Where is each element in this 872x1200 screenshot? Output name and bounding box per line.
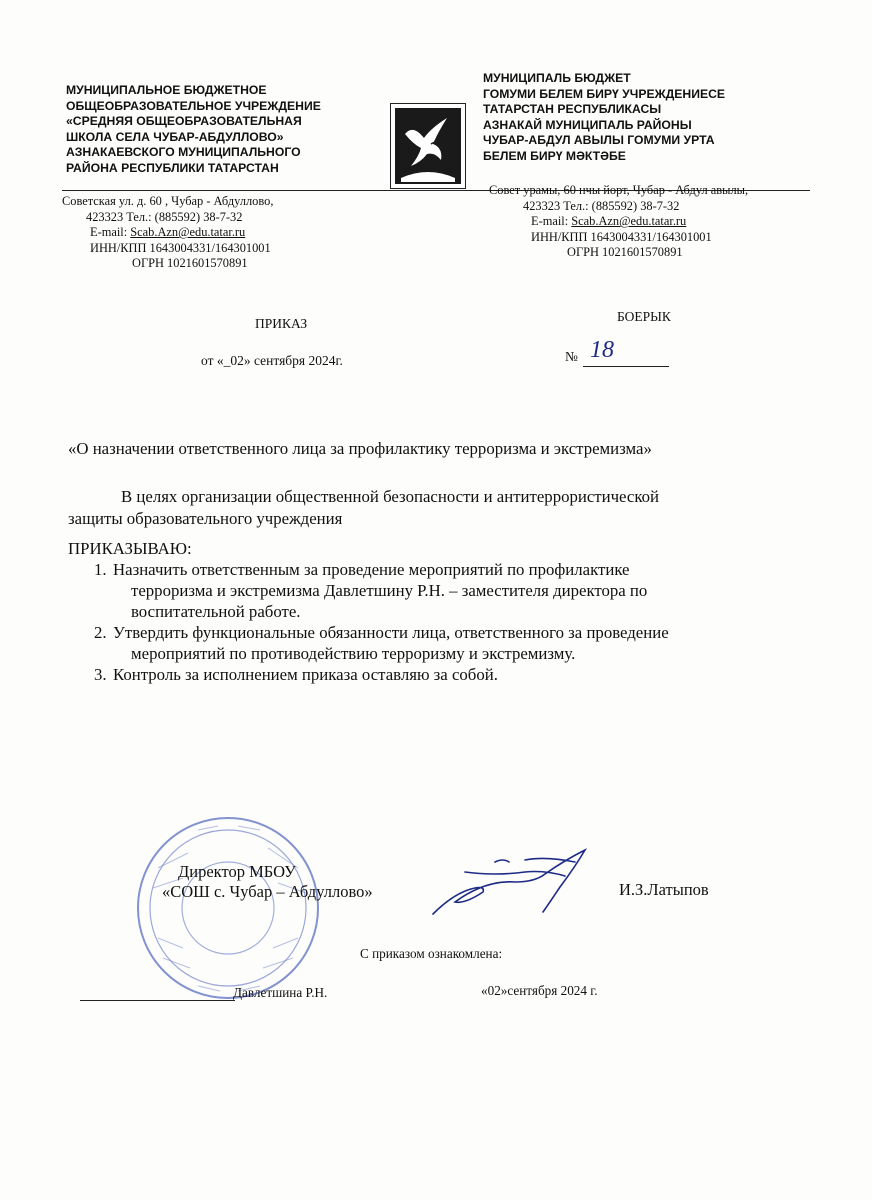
email-link[interactable]: Scab.Azn@edu.tatar.ru	[571, 214, 687, 229]
email-label: E-mail:	[90, 225, 131, 240]
order-item-line: Назначить ответственным за проведение мероприятий по профилактике	[113, 560, 630, 579]
acknowledgement-label: С приказом ознакомлена:	[360, 946, 503, 961]
order-item-number: 2.	[94, 623, 107, 642]
intro-line-2: защиты образовательного учреждения	[68, 509, 343, 528]
header-right-line: ЧУБАР-АБДУЛ АВЫЛЫ ГОМУМИ УРТА	[483, 133, 715, 147]
intro-line-1: В целях организации общественной безопасности и антитеррористической	[121, 487, 660, 506]
order-items	[66, 559, 669, 685]
address-right	[489, 183, 748, 261]
address-left-email-row	[62, 225, 273, 241]
official-stamp-icon	[128, 808, 328, 1008]
address-left-street: Советская ул. д. 60 , Чубар - Абдуллово,	[62, 194, 274, 208]
order-item-line: воспитательной работе.	[131, 602, 301, 621]
handwritten-signature-icon	[425, 842, 610, 922]
order-subject: «О назначении ответственного лица за профилактику терроризма и экстремизма»	[68, 439, 652, 458]
header-left-line: ОБЩЕОБРАЗОВАТЕЛЬНОЕ УЧРЕЖДЕНИЕ	[66, 98, 321, 113]
signer-name: И.З.Латыпов	[619, 880, 709, 899]
order-item-number: 1.	[94, 560, 107, 579]
order-title-tt: БОЕРЫК	[617, 309, 671, 324]
order-item-line: мероприятий по противодействию терроризму и экстремизму.	[131, 644, 576, 663]
address-right-street: Совет урамы, 60 нчы йорт, Чубар - Абдул авылы,	[489, 183, 749, 197]
header-left-line: ШКОЛА СЕЛА ЧУБАР-АБДУЛЛОВО»	[66, 129, 284, 144]
header-right-line: МУНИЦИПАЛЬ БЮДЖЕТ	[483, 71, 631, 85]
order-item-number: 3.	[94, 665, 107, 684]
order-item-line: Контроль за исполнением приказа оставляю за собой.	[113, 665, 498, 684]
order-number-handwritten: 18	[590, 337, 614, 363]
email-label: E-mail:	[531, 214, 572, 229]
address-left	[62, 194, 273, 272]
order-item	[66, 559, 669, 622]
acknowledgement-name: Давлетшина Р.Н.	[233, 985, 328, 1000]
signer-position-line-1: Директор МБОУ	[178, 862, 296, 881]
header-left-block	[66, 83, 321, 176]
school-logo	[390, 103, 466, 189]
header-right-line: ГОМУМИ БЕЛЕМ БИРҮ УЧРЕЖДЕНИЕСЕ	[483, 86, 726, 101]
email-link[interactable]: Scab.Azn@edu.tatar.ru	[130, 225, 246, 240]
address-right-inn: ИНН/КПП 1643004331/164301001	[531, 229, 712, 244]
header-left-line: РАЙОНА РЕСПУБЛИКИ ТАТАРСТАН	[66, 160, 279, 175]
order-item	[66, 622, 669, 664]
order-word: ПРИКАЗЫВАЮ:	[68, 539, 192, 558]
order-number-label: №	[565, 349, 578, 364]
order-title-ru: ПРИКАЗ	[255, 316, 308, 331]
header-right-line: АЗНАКАЙ МУНИЦИПАЛЬ РАЙОНЫ	[483, 117, 692, 132]
order-item-line: терроризма и экстремизма Давлетшину Р.Н. – заместителя директора по	[131, 581, 648, 600]
address-right-ogrn: ОГРН 1021601570891	[567, 245, 683, 260]
header-right-line: БЕЛЕМ БИРҮ МӘКТӘБЕ	[483, 148, 626, 163]
header-right-block	[483, 71, 725, 164]
address-right-phone: 423323 Тел.: (885592) 38-7-32	[523, 198, 680, 213]
order-date: от «_02» сентября 2024г.	[201, 353, 343, 368]
header-left-line: «СРЕДНЯЯ ОБЩЕОБРАЗОВАТЕЛЬНАЯ	[66, 114, 302, 128]
address-left-ogrn: ОГРН 1021601570891	[132, 256, 248, 271]
acknowledgement-sign-line	[80, 1000, 235, 1001]
header-left-line: АЗНАКАЕВСКОГО МУНИЦИПАЛЬНОГО	[66, 145, 301, 159]
order-number-underline	[583, 366, 669, 367]
address-right-email-row	[489, 214, 748, 230]
address-left-phone: 423323 Тел.: (885592) 38-7-32	[86, 209, 243, 224]
header-left-line: МУНИЦИПАЛЬНОЕ БЮДЖЕТНОЕ	[66, 83, 267, 97]
order-item	[66, 664, 669, 685]
header-right-line: ТАТАРСТАН РЕСПУБЛИКАСЫ	[483, 102, 662, 116]
bird-emblem-icon	[391, 104, 465, 188]
signer-position-line-2: «СОШ с. Чубар – Абдуллово»	[162, 882, 373, 901]
address-left-inn: ИНН/КПП 1643004331/164301001	[90, 240, 271, 255]
order-item-line: Утвердить функциональные обязанности лица, ответственного за проведение	[113, 623, 669, 642]
acknowledgement-date: «02»сентября 2024 г.	[481, 983, 598, 998]
